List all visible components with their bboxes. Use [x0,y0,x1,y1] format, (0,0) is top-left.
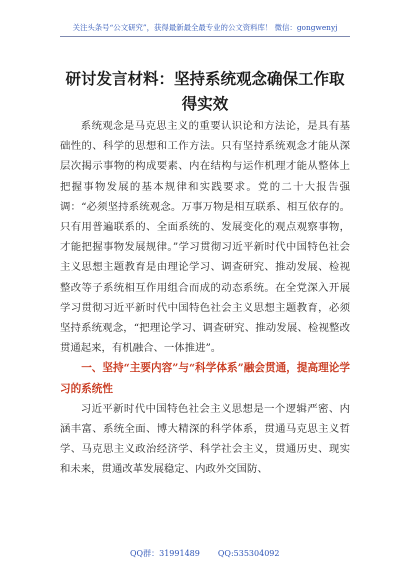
header-divider [60,36,350,37]
document-body [60,116,350,480]
paragraph: 系统观念是马克思主义的重要认识论和方法论，是具有基础性的、科学的思想和工作方法。只有坚持系统观念才能从深层次揭示事物的构成要素、内在结构与运作机理才能从整体上把握事物发展的基本规律和实践要求。党的二十大报告强调：“必须坚持系统观念。万事万物是相互联系、相互依存的。只有用普遍联系的、全面系统的、发展变化的观点观察事物，才能把握事物发展规律。”学习贯彻习近平新时代中国特色社会主义思想主题教育是由理论学习、调查研究、推动发展、检视整改等子系统相互作用组合而成的动态系统。在全党深入开展学习贯彻习近平新时代中国特色社会主义思想主题教育，必须坚持系统观念，“把理论学习、调查研究、推动发展、检视整改贯通起来，有机融合、一体推进”。 [60,120,350,355]
paragraph: 习近平新时代中国特色社会主义思想是一个逻辑严密、内涵丰富、系统全面、博大精深的科学体系，贯通马克思主义哲学、马克思主义政治经济学、科学社会主义，贯通历史、现实和未来，贯通改革发展稳定、内政外交国防、 [60,402,350,476]
document-title: 研讨发言材料：坚持系统观念确保工作取得实效 [65,69,345,113]
section-heading: 一、坚持“主要内容”与“科学体系”融会贯通，提高理论学习的系统性 [60,362,350,395]
header-banner: 关注头条号“公文研究”，获得最新最全最专业的公文资料库！ 微信：gongwenyj [72,23,338,32]
qq-number: QQ:535304092 [217,549,280,558]
footer-contact [130,548,300,559]
qq-group-number: QQ群：31991489 [130,549,200,558]
